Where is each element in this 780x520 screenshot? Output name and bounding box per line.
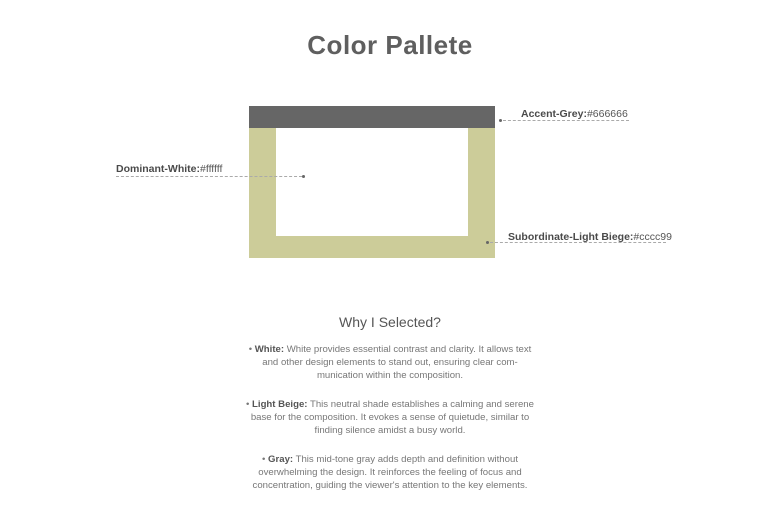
page-title: Color Pallete <box>307 30 473 60</box>
bullet: • <box>248 344 253 355</box>
reason-light-beige <box>240 398 540 437</box>
accent-callout-name: Accent-Grey: <box>521 108 587 120</box>
section-title: Why I Selected? <box>339 314 441 330</box>
reason-term: White: <box>254 344 285 355</box>
dominant-callout-value: #ffffff <box>200 163 223 175</box>
dominant-callout-dot <box>302 175 305 178</box>
subordinate-color-swatch <box>249 106 495 258</box>
reason-text: White provides essential contrast and clarity. It allows text and other design elements to stand out, ensuring clear com-munication within the composition. <box>262 344 532 381</box>
dominant-color-area <box>276 128 468 236</box>
accent-color-bar <box>249 106 495 128</box>
bullet: • <box>262 454 266 465</box>
reason-term: Gray: <box>268 454 294 465</box>
reason-text: This mid-tone gray adds depth and definition without overwhelming the design. It reinforces the feeling of focus and concentration, guiding the viewer's attention to the key elements. <box>252 454 528 491</box>
subordinate-callout-value: #cccc99 <box>633 231 672 243</box>
bullet: • <box>246 399 250 410</box>
dominant-callout-label <box>116 163 222 175</box>
reason-text: This neutral shade establishes a calming and serene base for the composition. It evokes a sense of quietude, similar to finding silence amidst a busy world. <box>250 399 534 436</box>
dominant-callout-name: Dominant-White: <box>116 163 200 175</box>
accent-callout-value: #666666 <box>586 108 628 120</box>
reason-gray <box>240 453 540 492</box>
subordinate-callout-dot <box>486 241 489 244</box>
reason-white <box>240 343 540 382</box>
subordinate-callout-label <box>508 231 672 243</box>
accent-callout-label <box>521 108 628 120</box>
accent-callout-line <box>503 120 629 121</box>
reason-term: Light Beige: <box>252 399 308 410</box>
subordinate-callout-name: Subordinate-Light Biege: <box>508 231 634 243</box>
accent-callout-dot <box>499 119 502 122</box>
dominant-callout-line <box>116 176 302 177</box>
